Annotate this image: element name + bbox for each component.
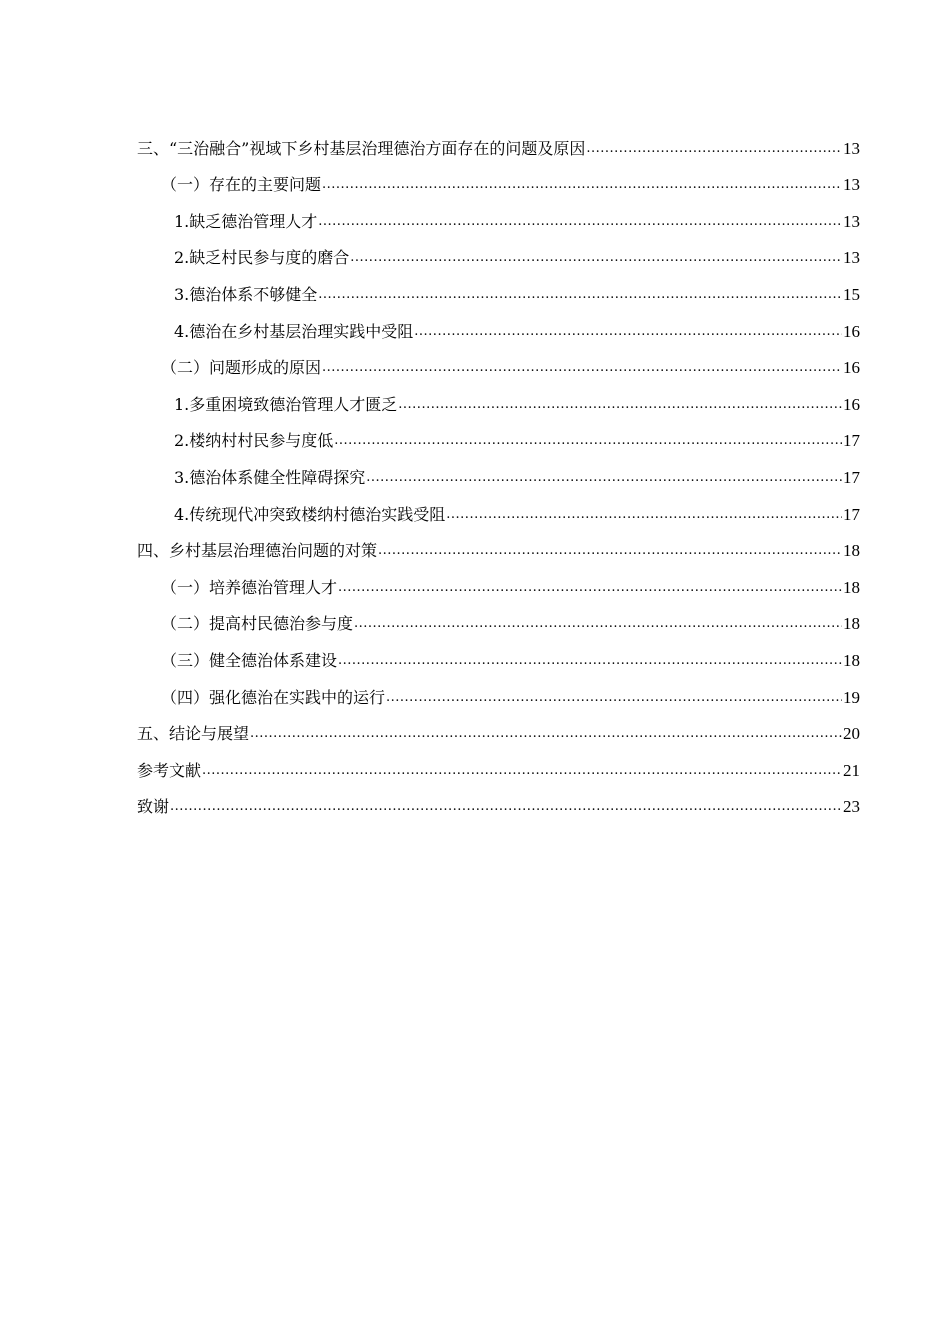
toc-entry-4-4[interactable] [137, 671, 860, 708]
toc-entry-page: 17 [843, 467, 860, 487]
toc-entry-title: 五、结论与展望 [137, 724, 250, 744]
toc-entry-page: 16 [843, 321, 860, 341]
toc-entry-4-2[interactable] [137, 598, 860, 635]
toc-entry-references[interactable] [137, 744, 860, 781]
toc-leader-dots [322, 361, 842, 375]
toc-leader-dots [378, 544, 842, 558]
toc-entry-page: 18 [843, 577, 860, 597]
toc-leader-dots [170, 800, 842, 814]
toc-leader-dots [414, 325, 842, 339]
toc-leader-dots [398, 398, 842, 412]
toc-leader-dots [334, 434, 842, 448]
toc-entry-section-3[interactable] [137, 122, 860, 159]
toc-entry-page: 19 [843, 687, 860, 707]
toc-entry-title: 致谢 [137, 797, 170, 817]
toc-entry-page: 15 [843, 284, 860, 304]
toc-entry-4-3[interactable] [137, 634, 860, 671]
toc-entry-3-1-2[interactable] [137, 232, 860, 269]
toc-entry-title: 3.德治体系健全性障碍探究 [174, 467, 366, 487]
toc-entry-title: （三）健全德治体系建设 [161, 650, 338, 670]
toc-entry-3-2[interactable] [137, 342, 860, 379]
toc-entry-3-1-1[interactable] [137, 195, 860, 232]
toc-entry-acknowledgements[interactable] [137, 781, 860, 818]
toc-entry-title: 4.德治在乡村基层治理实践中受阻 [174, 321, 414, 341]
toc-entry-3-1-4[interactable] [137, 305, 860, 342]
toc-entry-title: 三、“三治融合”视域下乡村基层治理德治方面存在的问题及原因 [137, 138, 586, 158]
toc-leader-dots [322, 178, 842, 192]
toc-entry-page: 21 [843, 760, 860, 780]
toc-entry-title: （一）存在的主要问题 [161, 175, 322, 195]
toc-entry-title: （一）培养德治管理人才 [161, 577, 338, 597]
toc-leader-dots [338, 654, 842, 668]
toc-entry-3-2-4[interactable] [137, 488, 860, 525]
toc-entry-page: 18 [843, 541, 860, 561]
toc-entry-3-2-1[interactable] [137, 378, 860, 415]
toc-leader-dots [338, 581, 842, 595]
toc-entry-page: 20 [843, 724, 860, 744]
toc-leader-dots [386, 691, 842, 705]
toc-entry-title: 1.缺乏德治管理人才 [174, 211, 318, 231]
toc-entry-title: 四、乡村基层治理德治问题的对策 [137, 541, 378, 561]
toc-entry-title: （二）提高村民德治参与度 [161, 614, 354, 634]
toc-entry-page: 18 [843, 650, 860, 670]
toc-leader-dots [586, 142, 842, 156]
toc-entry-title: （四）强化德治在实践中的运行 [161, 687, 386, 707]
toc-leader-dots [318, 215, 842, 229]
toc-entry-3-2-3[interactable] [137, 451, 860, 488]
toc-leader-dots [202, 764, 842, 778]
toc-leader-dots [350, 251, 842, 265]
toc-entry-4-1[interactable] [137, 561, 860, 598]
toc-entry-page: 18 [843, 614, 860, 634]
toc-entry-title: 4.传统现代冲突致楼纳村德治实践受阻 [174, 504, 446, 524]
toc-leader-dots [446, 508, 842, 522]
toc-entry-section-4[interactable] [137, 525, 860, 562]
toc-entry-3-1[interactable] [137, 159, 860, 196]
toc-entry-title: 参考文献 [137, 760, 202, 780]
toc-leader-dots [318, 288, 842, 302]
toc-entry-3-1-3[interactable] [137, 268, 860, 305]
toc-entry-title: 2.楼纳村村民参与度低 [174, 431, 334, 451]
toc-entry-page: 16 [843, 358, 860, 378]
toc-entry-3-2-2[interactable] [137, 415, 860, 452]
table-of-contents [137, 122, 860, 817]
toc-entry-page: 13 [843, 248, 860, 268]
toc-entry-page: 13 [843, 211, 860, 231]
toc-entry-title: 3.德治体系不够健全 [174, 284, 318, 304]
toc-leader-dots [354, 617, 842, 631]
toc-leader-dots [366, 471, 842, 485]
toc-entry-page: 23 [843, 797, 860, 817]
toc-entry-page: 13 [843, 175, 860, 195]
toc-entry-page: 17 [843, 431, 860, 451]
toc-leader-dots [250, 727, 842, 741]
toc-entry-page: 17 [843, 504, 860, 524]
toc-entry-page: 16 [843, 394, 860, 414]
toc-entry-section-5[interactable] [137, 708, 860, 745]
toc-entry-title: （二）问题形成的原因 [161, 358, 322, 378]
toc-entry-title: 2.缺乏村民参与度的磨合 [174, 248, 350, 268]
toc-entry-page: 13 [843, 138, 860, 158]
toc-entry-title: 1.多重困境致德治管理人才匮乏 [174, 394, 398, 414]
